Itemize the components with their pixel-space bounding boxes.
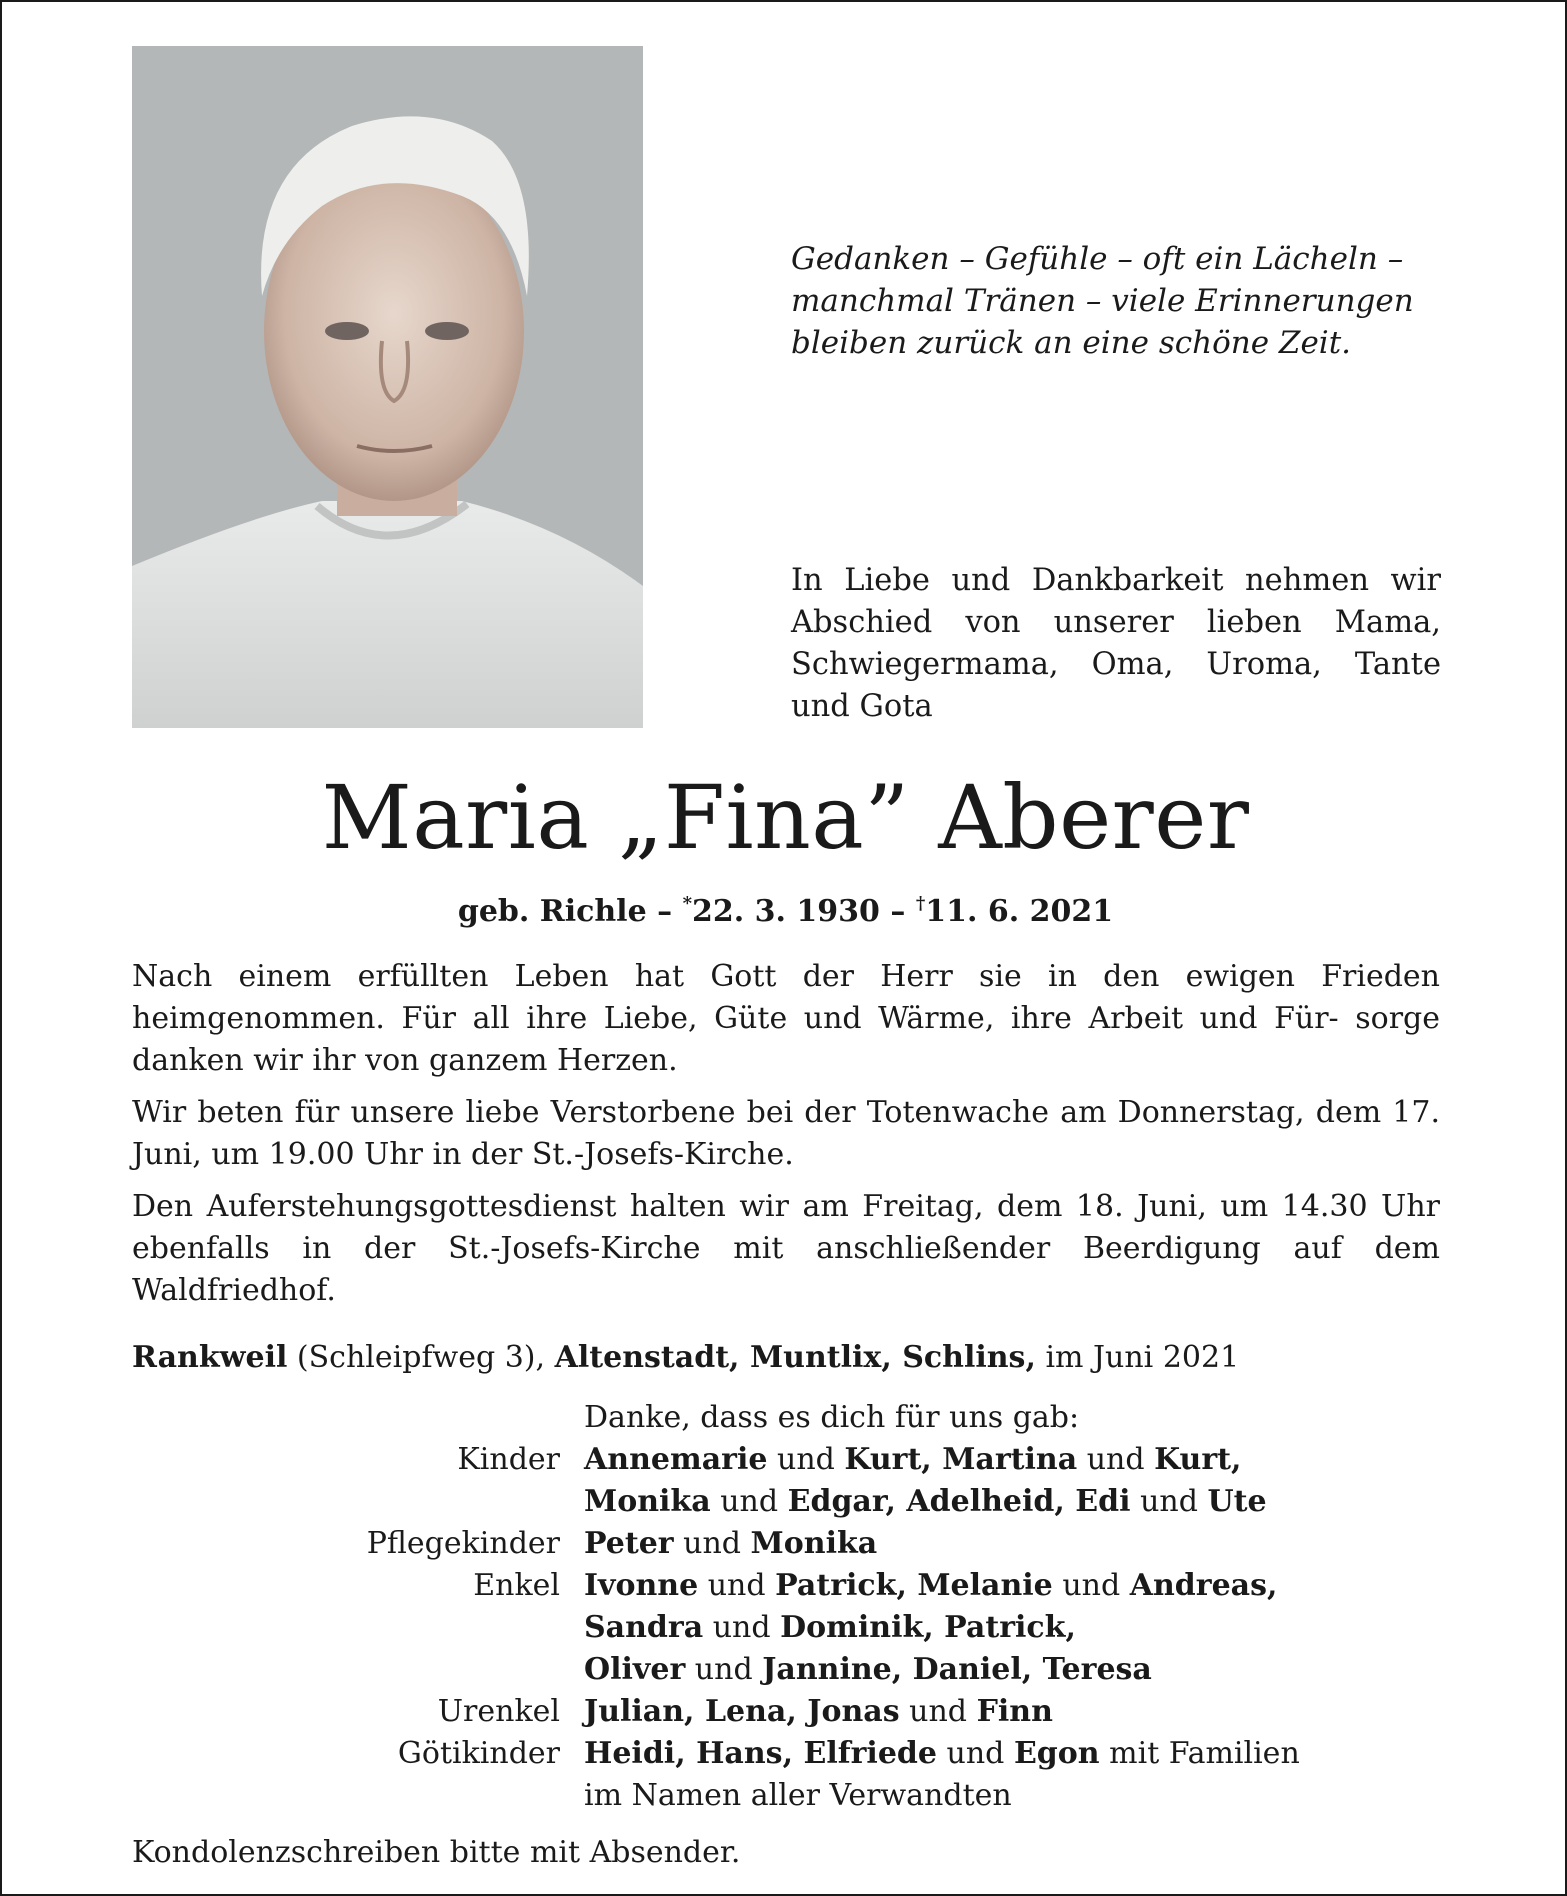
intro-line: und Gota <box>791 689 933 724</box>
family-label: Pflegekinder <box>366 1526 560 1561</box>
family-names: Andreas, <box>1129 1568 1278 1603</box>
family-names: Kurt, <box>1154 1442 1242 1477</box>
place-date-line <box>132 1337 1452 1379</box>
place-town: Rankweil <box>132 1340 288 1375</box>
family-names: Monika <box>750 1526 878 1561</box>
family-label: Enkel <box>473 1568 560 1603</box>
death-cross-icon: † <box>915 893 926 914</box>
birth-name: geb. Richle <box>457 894 647 929</box>
family-names: Oliver <box>584 1652 686 1687</box>
family-closing-row <box>132 1775 1452 1817</box>
connector: und <box>1062 1568 1121 1603</box>
family-label: Urenkel <box>437 1694 560 1729</box>
family-names: Annemarie <box>584 1442 768 1477</box>
family-names: Edgar, Adelheid, Edi <box>787 1484 1131 1519</box>
connector: und <box>707 1568 766 1603</box>
family-row-enkel <box>132 1565 1452 1607</box>
family-row-enkel-cont <box>132 1649 1452 1691</box>
family-label: Götikinder <box>397 1736 560 1771</box>
family-closing: im Namen aller Verwandten <box>584 1778 1012 1813</box>
connector: und <box>1140 1484 1198 1519</box>
deceased-name: Maria „Fina” Aberer <box>321 766 1250 869</box>
intro-line: Abschied von unserer lieben Mama, <box>791 605 1441 640</box>
place-other-towns: Altenstadt, Muntlix, Schlins, <box>554 1340 1036 1375</box>
family-names: Egon <box>1013 1736 1100 1771</box>
condolence-note: Kondolenzschreiben bitte mit Absender. <box>132 1835 741 1870</box>
date-separator: – <box>657 894 673 929</box>
connector: und <box>683 1526 741 1561</box>
quote-line: bleiben zurück an eine schöne Zeit. <box>791 325 1352 361</box>
family-names: Dominik, Patrick, <box>780 1610 1076 1645</box>
family-row-goetikinder <box>132 1733 1452 1775</box>
announcement-body <box>132 956 1440 1322</box>
family-row-kinder <box>132 1439 1452 1481</box>
connector: und <box>694 1652 753 1687</box>
family-names: Kurt, Martina <box>844 1442 1078 1477</box>
connector: mit Familien <box>1109 1736 1300 1771</box>
paragraph: Nach einem erfüllten Leben hat Gott der Herr sie in den ewigen Frieden heimgenommen. Für all ihre Liebe, Güte und Wärme, ihre Arbeit und Für- sorge danken wir ihr von ganzem Herzen. <box>132 959 1440 1078</box>
paragraph: Den Auferstehungsgottesdienst halten wir am Freitag, dem 18. Juni, um 14.30 Uhr ebenfalls in der St.-Josefs-Kirche mit anschließender Beerdigung auf dem Waldfriedhof. <box>132 1189 1440 1308</box>
death-date: 11. 6. 2021 <box>925 894 1114 929</box>
family-names: Ivonne <box>584 1568 699 1603</box>
quote-line: manchmal Tränen – viele Erinnerungen <box>791 283 1414 319</box>
portrait-photo <box>132 46 643 728</box>
quote-line: Gedanken – Gefühle – oft ein Lächeln – <box>791 241 1404 277</box>
intro-line: Schwiegermama, Oma, Uroma, Tante <box>791 647 1441 682</box>
thanks-line: Danke, dass es dich für uns gab: <box>584 1400 1080 1435</box>
family-names: Julian, Lena, Jonas <box>584 1694 900 1729</box>
family-names: Finn <box>976 1694 1053 1729</box>
family-list <box>132 1397 1452 1817</box>
family-names: Ute <box>1207 1484 1267 1519</box>
connector: und <box>720 1484 779 1519</box>
family-names: Heidi, Hans, Elfriede <box>584 1736 937 1771</box>
family-names: Monika <box>584 1484 711 1519</box>
intro-line: In Liebe und Dankbarkeit nehmen wir <box>791 563 1441 598</box>
family-row-urenkel <box>132 1691 1452 1733</box>
family-row-kinder-cont <box>132 1481 1452 1523</box>
place-address: (Schleipfweg 3), <box>296 1340 546 1375</box>
family-row-pflegekinder <box>132 1523 1452 1565</box>
thanks-row <box>132 1397 1452 1439</box>
poem-quote <box>791 238 1441 364</box>
family-label: Kinder <box>457 1442 560 1477</box>
birth-star-icon: * <box>682 893 692 914</box>
life-dates <box>2 884 1567 932</box>
paragraph: Wir beten für unsere liebe Verstorbene bei der Totenwache am Donnerstag, dem 17. Juni, um 19.00 Uhr in der St.-Josefs-Kirche. <box>132 1095 1440 1172</box>
connector: und <box>712 1610 771 1645</box>
farewell-intro <box>791 560 1441 728</box>
family-names: Patrick, Melanie <box>775 1568 1053 1603</box>
connector: und <box>909 1694 968 1729</box>
family-row-enkel-cont <box>132 1607 1452 1649</box>
connector: und <box>946 1736 1005 1771</box>
date-separator: – <box>890 894 906 929</box>
connector: und <box>1086 1442 1145 1477</box>
place-date: im Juni 2021 <box>1045 1340 1240 1375</box>
family-names: Peter <box>584 1526 674 1561</box>
portrait-illustration <box>132 46 643 728</box>
family-names: Jannine, Daniel, Teresa <box>762 1652 1152 1687</box>
connector: und <box>777 1442 835 1477</box>
birth-date: 22. 3. 1930 <box>692 894 880 929</box>
family-names: Sandra <box>584 1610 704 1645</box>
